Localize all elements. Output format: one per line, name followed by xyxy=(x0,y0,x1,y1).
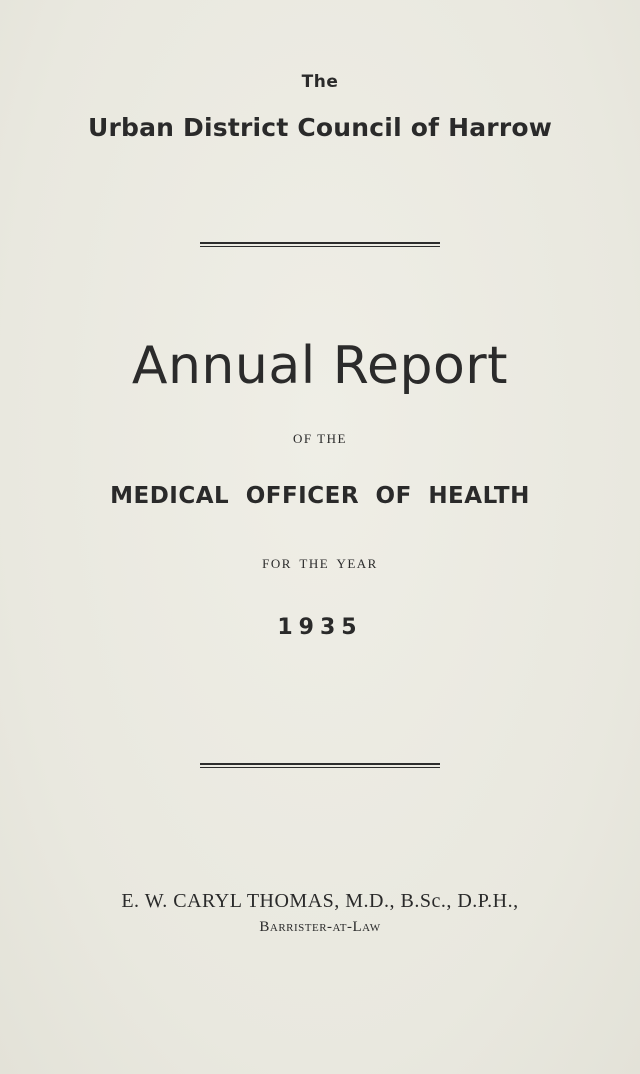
report-title: Annual Report xyxy=(131,336,509,396)
heading-the: The xyxy=(301,72,339,92)
report-year: 1935 xyxy=(277,615,363,640)
for-the-year-label: FOR THE YEAR xyxy=(262,556,378,571)
of-the-label: OF THE xyxy=(293,431,347,446)
council-name: Urban District Council of Harrow xyxy=(87,113,553,142)
author-title xyxy=(0,919,640,936)
author-name: E. W. CARYL THOMAS, M.D., B.Sc., D.P.H., xyxy=(121,890,519,912)
officer-title: MEDICAL OFFICER OF HEALTH xyxy=(110,483,530,509)
double-rule-bottom xyxy=(200,763,440,769)
author-title-text: Barrister-at-Law xyxy=(259,919,381,935)
double-rule-top xyxy=(200,242,440,248)
